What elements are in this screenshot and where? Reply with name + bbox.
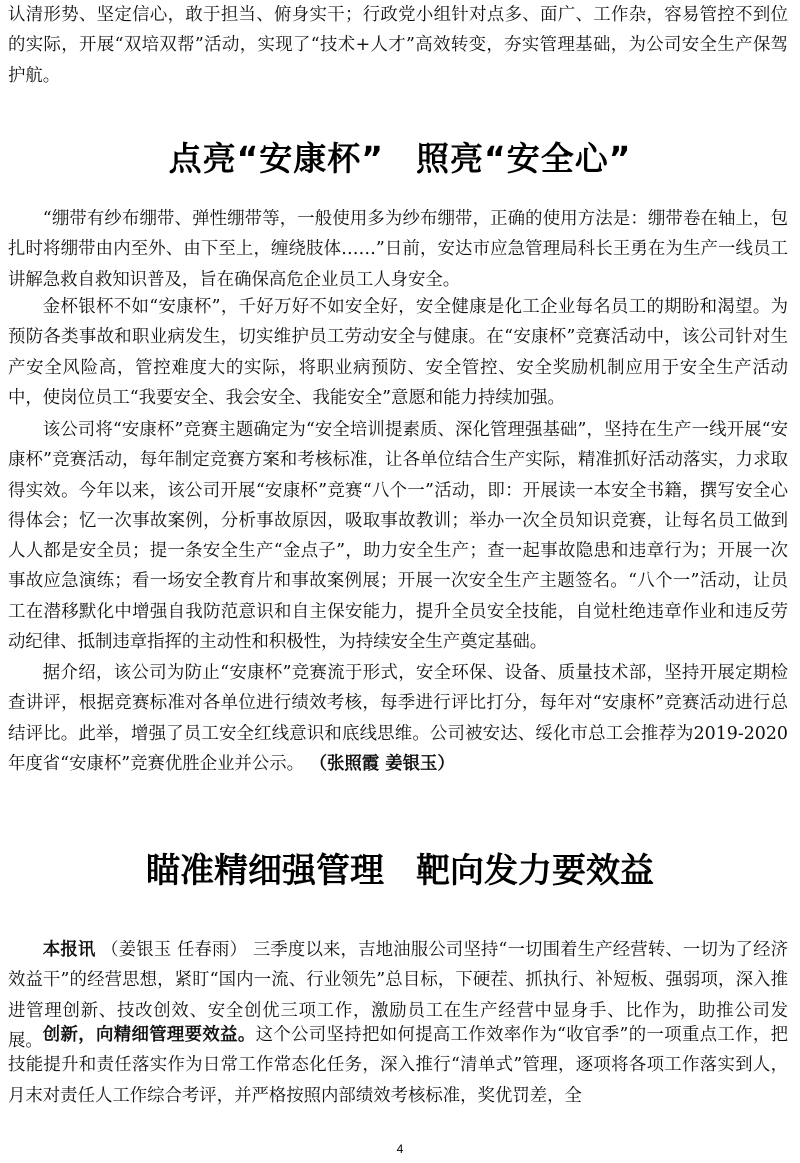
article-1-title-part2: 照亮“安全心” <box>416 139 632 178</box>
lead-authors: （姜银玉 任春雨） <box>101 940 248 960</box>
article-1-title-part1: 点亮“安康杯” <box>168 139 384 178</box>
page-number: 4 <box>396 1142 404 1156</box>
article-2-section-paragraph <box>8 1020 788 1111</box>
lead-text: 三季度以来，吉地油服公司坚持“一切围着生产经营转、一切为了经济效益干”的经营思想，紧盯“国内一流、行业领先”总目标，下硬茬、抓执行、补短板、强弱项，深入推进管理创新、技改创效、安全创优三项工作，激励员工在生产经营中显身手、比作为，助推公司发展。 <box>8 940 789 1051</box>
article-2-title-part1: 瞄准精细强管理 <box>146 851 384 891</box>
article-1-paragraph-1: “绷带有纱布绷带、弹性绷带等，一般使用多为纱布绷带，正确的使用方法是：绷带卷在轴上，包扎时将绷带由内至外、由下至上，缠绕肢体……”日前，安达市应急管理局科长王勇在为生产一线员工讲解急救自救知识普及，旨在确保高危企业员工人身安全。 <box>8 209 788 290</box>
article-1-paragraph-2: 金杯银杯不如“安康杯”，千好万好不如安全好，安全健康是化工企业每名员工的期盼和渴望。为预防各类事故和职业病发生，切实维护员工劳动安全与健康。在“安康杯”竞赛活动中，该公司针对生产安全风险高，管控难度大的实际，将职业病预防、安全管控、安全奖励机制应用于安全生产活动中，使岗位员工“我要安全、我会安全、我能安全”意愿和能力持续加强。 <box>8 297 788 408</box>
article-1-paragraph-4 <box>8 658 788 779</box>
article-1-byline: （张照霞 姜银玉） <box>309 753 455 774</box>
article-2-title <box>0 849 800 893</box>
intro-paragraph: 认清形势、坚定信心，敢于担当、俯身实干；行政党小组针对点多、面广、工作杂，容易管控不到位的实际，开展“双培双帮”活动，实现了“技术+人才”高效转变，夯实管理基础，为公司安全生产保驾护航。 <box>8 5 788 86</box>
article-2-title-part2: 靶向发力要效益 <box>416 851 654 891</box>
article-1-paragraph-3: 该公司将“安康杯”竞赛主题确定为“安全培训提素质、深化管理强基础”，坚持在生产一线开展“安康杯”竞赛活动，每年制定竞赛方案和考核标准，让各单位结合生产实际，精准抓好活动落实，力求取得实效。今年以来，该公司开展“安康杯”竞赛“八个一”活动，即：开展读一本安全书籍，撰写安全心得体会；忆一次事故案例，分析事故原因，吸取事故教训；举办一次全员知识竞赛，让每名员工做到人人都是安全员；提一条安全生产“金点子”，助力安全生产；查一起事故隐患和违章行为；开展一次事故应急演练；看一场安全教育片和事故案例展；开展一次安全生产主题签名。“八个一”活动，让员工在潜移默化中增强自我防范意识和自主保安能力，提升全员安全技能，自觉杜绝违章作业和违反劳动纪律、抵制违章指挥的主动性和积极性，为持续安全生产奠定基础。 <box>8 420 788 653</box>
article-1-title <box>0 137 800 181</box>
section-heading: 创新，向精细管理要效益。 <box>42 1025 256 1045</box>
section-text: 这个公司坚持把如何提高工作效率作为“收官季”的一项重点工作，把技能提升和责任落实作为日常工作常态化任务，深入推行“清单式”管理，逐项将各项工作落实到人，月末对责任人工作综合考评，并严格按照内部绩效考核标准，奖优罚差，全 <box>8 1025 788 1106</box>
article-1-paragraph-4-text: 据介绍，该公司为防止“安康杯”竞赛流于形式，安全环保、设备、质量技术部，坚持开展定期检查讲评，根据竞赛标准对各单位进行绩效考核，每季进行评比打分，每年对“安康杯”竞赛活动进行总结评比。此举，增强了员工安全红线意识和底线思维。公司被安达、绥化市总工会推荐为2019-2020年度省“安康杯”竞赛优胜企业并公示。 <box>8 663 788 774</box>
lead-label: 本报讯 <box>42 940 96 960</box>
